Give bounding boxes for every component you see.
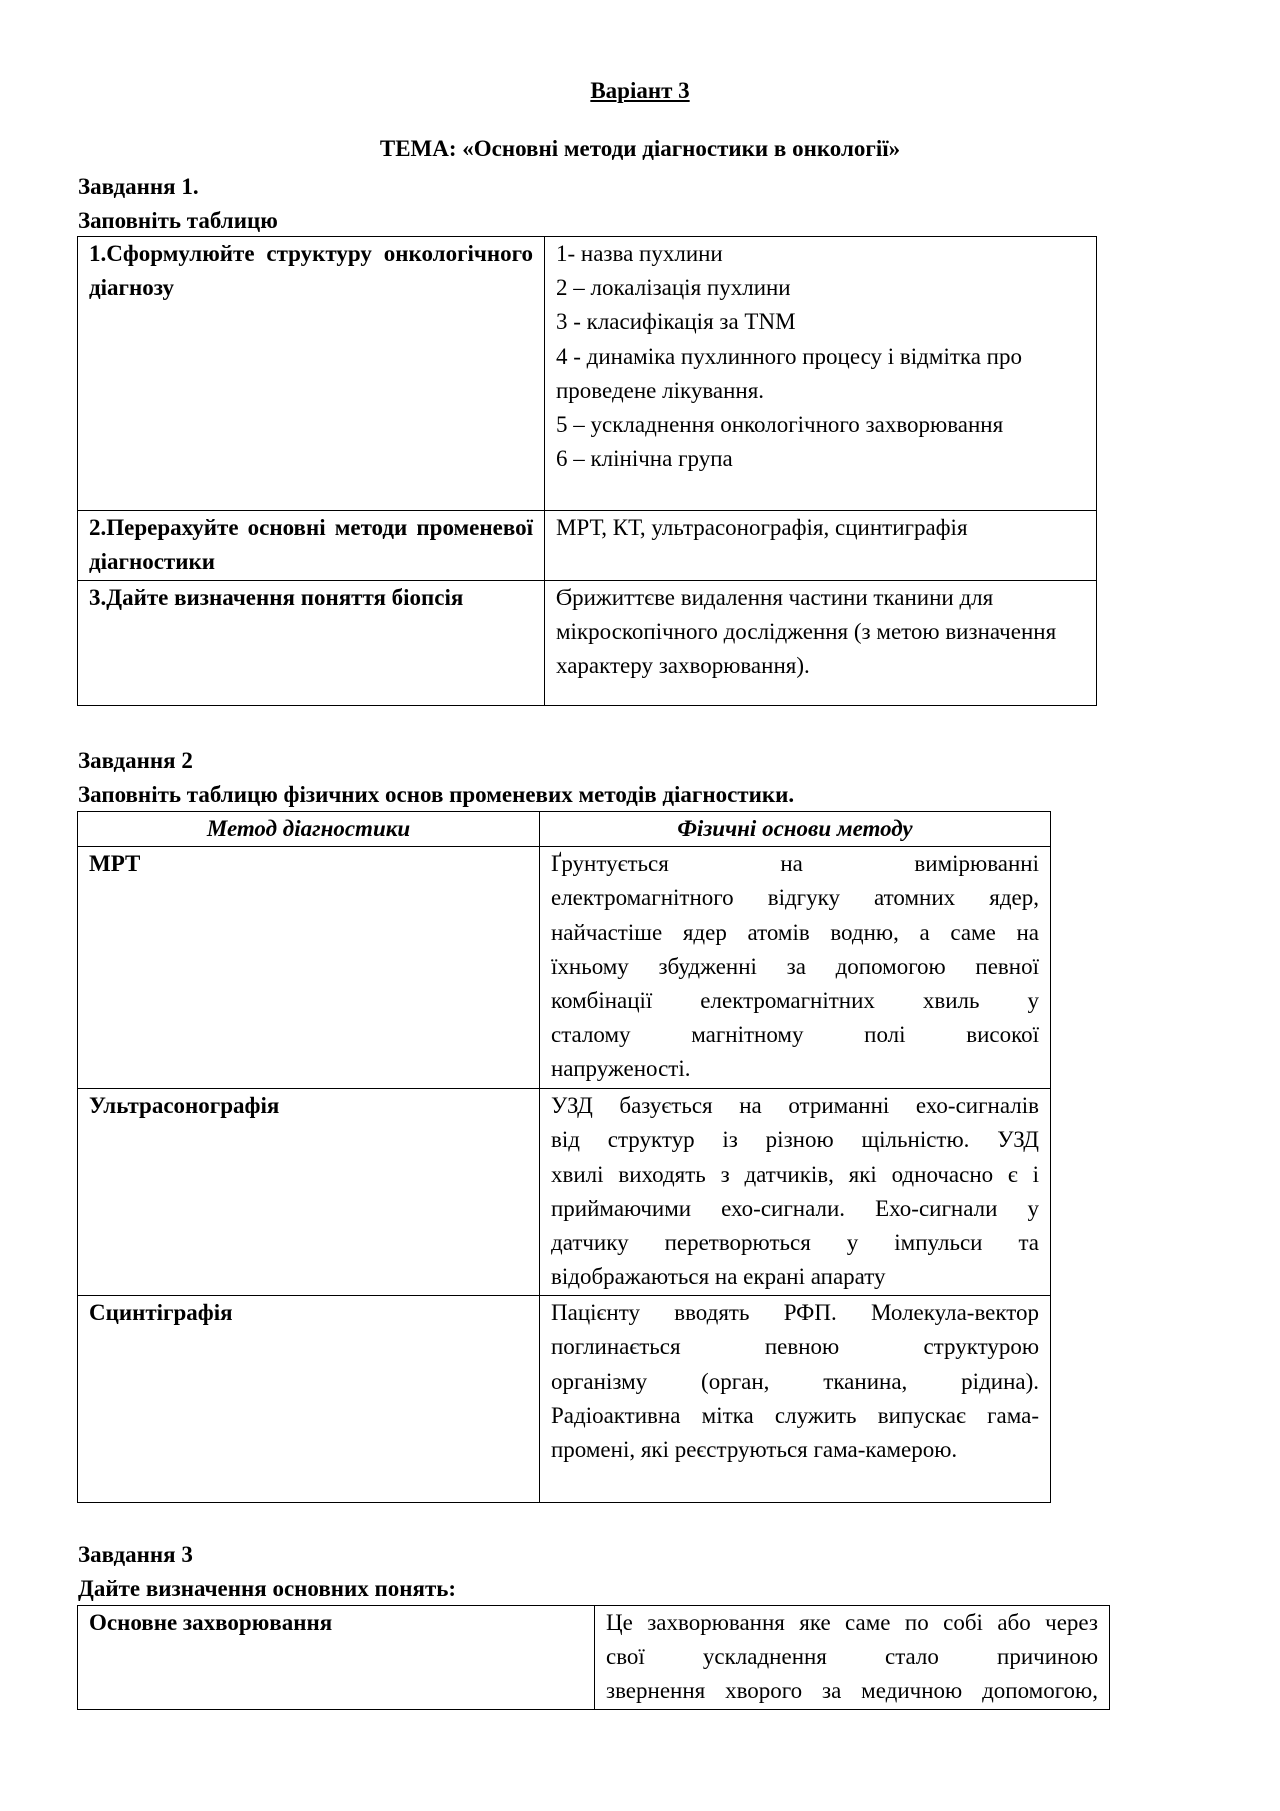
description-line: поглинається певною структурою bbox=[551, 1334, 1039, 1360]
task1-question-2: 2.Перерахуйте основні методи променевої діагностики bbox=[78, 511, 545, 581]
table-row bbox=[78, 1606, 1110, 1710]
answer-line: 4 - динаміка пухлинного процесу і відмітка про проведене лікування. bbox=[556, 343, 1022, 403]
description-line: електромагнітного відгуку атомних ядер, bbox=[551, 885, 1039, 911]
term-definition bbox=[595, 1606, 1110, 1710]
table-row bbox=[78, 511, 1097, 581]
answer-line: 1- назва пухлини bbox=[556, 241, 723, 266]
task1-question-3: 3.Дайте визначення поняття біопсія bbox=[78, 581, 545, 706]
description-line: напруженості. bbox=[551, 1056, 691, 1082]
topic-title: ТЕМА: «Основні методи діагностики в онкології» bbox=[379, 136, 901, 161]
table-row bbox=[78, 847, 1051, 1089]
description-line: Радіоактивна мітка служить випускає гама- bbox=[551, 1402, 1039, 1428]
description-line: відображаються на екрані апарату bbox=[551, 1264, 886, 1290]
task3-table bbox=[77, 1605, 1110, 1710]
answer-line: Ϭрижиттєве видалення частини тканини для мікроскопічного дослідження (з метою визначення характеру захворювання). bbox=[556, 585, 1057, 679]
task2-instruction: Заповніть таблицю фізичних основ променевих методів діагностики. bbox=[78, 782, 795, 807]
table-row bbox=[78, 1089, 1051, 1296]
method-name: Сцинтіграфія bbox=[78, 1296, 540, 1503]
task1-table bbox=[77, 236, 1097, 706]
description-line: УЗД базується на отриманні ехо-сигналів bbox=[551, 1093, 1039, 1119]
method-description bbox=[540, 1296, 1051, 1503]
definition-line: Це захворювання яке саме по собі або через bbox=[606, 1610, 1098, 1635]
answer-line: 5 – ускладнення онкологічного захворювання bbox=[556, 412, 1004, 438]
column-header-method: Метод діагностики bbox=[78, 812, 540, 847]
method-name: МРТ bbox=[78, 847, 540, 1089]
task2-table bbox=[77, 811, 1051, 1503]
method-description bbox=[540, 1089, 1051, 1296]
task1-answer-3 bbox=[545, 581, 1097, 706]
task1-heading: Завдання 1. bbox=[78, 174, 199, 199]
answer-line: МРТ, КТ, ультрасонографія, сцинтиграфія bbox=[556, 515, 968, 540]
description-line: хвилі виходять з датчиків, які одночасно є і bbox=[551, 1161, 1039, 1187]
table-row bbox=[78, 1296, 1051, 1503]
task1-answer-2 bbox=[545, 511, 1097, 581]
description-line: приймаючими ехо-сигнали. Ехо-сигнали у bbox=[551, 1195, 1039, 1221]
definition-line: звернення хворого за медичною допомогою, bbox=[606, 1678, 1098, 1704]
definition-line: свої ускладнення стало причиною bbox=[606, 1644, 1098, 1670]
description-line: від структур із різною щільністю. УЗД bbox=[551, 1127, 1039, 1153]
task1-question-1: 1.Сформулюйте структуру онкологічного діагнозу bbox=[78, 237, 545, 511]
description-line: організму (орган, тканина, рідина). bbox=[551, 1368, 1039, 1394]
answer-line: 6 – клінічна група bbox=[556, 446, 733, 472]
description-line: сталому магнітному полі високої bbox=[551, 1022, 1039, 1048]
task1-instruction: Заповніть таблицю bbox=[78, 208, 278, 233]
method-name: Ультрасонографія bbox=[78, 1089, 540, 1296]
answer-line: 2 – локалізація пухлини bbox=[556, 275, 791, 301]
description-line: Пацієнту вводять РФП. Молекула-вектор bbox=[551, 1300, 1039, 1326]
variant-title: Варіант 3 bbox=[590, 78, 690, 103]
method-description bbox=[540, 847, 1051, 1089]
table-row bbox=[78, 237, 1097, 511]
description-line: промені, які реєструються гама-камерою. bbox=[551, 1437, 958, 1463]
description-line: Ґрунтується на вимірюванні bbox=[551, 851, 1039, 877]
table-header-row bbox=[78, 812, 1051, 847]
task3-heading: Завдання 3 bbox=[78, 1542, 193, 1567]
description-line: датчику перетворються у імпульси та bbox=[551, 1230, 1039, 1256]
task3-instruction: Дайте визначення основних понять: bbox=[78, 1576, 457, 1601]
task1-answer-1 bbox=[545, 237, 1097, 511]
description-line: їхньому збудженні за допомогою певної bbox=[551, 953, 1039, 979]
table-row bbox=[78, 581, 1097, 706]
answer-line: 3 - класифікація за TNM bbox=[556, 309, 796, 335]
column-header-physics: Фізичні основи методу bbox=[540, 812, 1051, 847]
term-name: Основне захворювання bbox=[78, 1606, 595, 1710]
description-line: найчастіше ядер атомів водню, а саме на bbox=[551, 919, 1039, 945]
task2-heading: Завдання 2 bbox=[78, 748, 193, 773]
description-line: комбінації електромагнітних хвиль у bbox=[551, 988, 1039, 1014]
